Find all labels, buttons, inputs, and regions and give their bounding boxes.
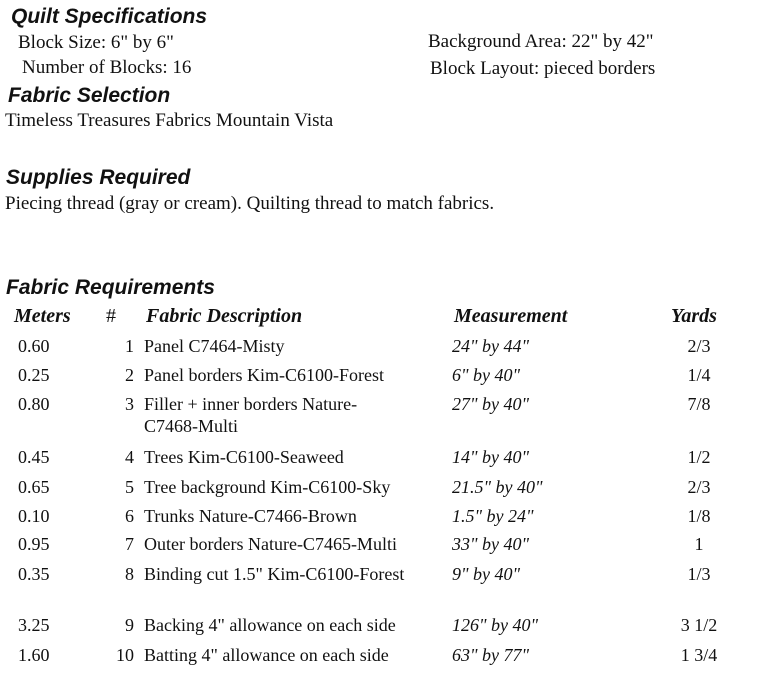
description-cell: Backing 4" allowance on each side (144, 615, 396, 635)
meters-cell: 0.45 (18, 447, 50, 467)
yards-cell: 1/8 (687, 506, 711, 526)
number-cell: 4 (125, 447, 134, 467)
supplies-heading: Supplies Required (6, 166, 191, 189)
measurement-cell: 9" by 40" (452, 564, 521, 584)
number-cell: 9 (125, 615, 134, 635)
measurement-cell: 21.5" by 40" (452, 477, 543, 497)
measurement-cell: 33" by 40" (452, 534, 530, 554)
fabric-selection-heading: Fabric Selection (8, 84, 171, 107)
description-cell: Binding cut 1.5" Kim-C6100-Forest (144, 564, 405, 584)
number-cell: 5 (125, 477, 134, 497)
yards-cell: 2/3 (687, 336, 711, 356)
number-cell: 1 (125, 336, 134, 356)
measurement-cell: 1.5" by 24" (452, 506, 534, 526)
number-cell: 6 (125, 506, 134, 526)
measurement-cell: 24" by 44" (452, 336, 530, 356)
meters-cell: 0.25 (18, 365, 50, 385)
requirements-heading: Fabric Requirements (6, 276, 215, 299)
supplies-text: Piecing thread (gray or cream). Quilting thread to match fabrics. (5, 193, 495, 214)
meters-cell: 0.60 (18, 336, 50, 356)
yards-cell: 1/3 (687, 564, 711, 584)
block-size: Block Size: 6" by 6" (18, 32, 174, 53)
description-cell: Filler + inner borders Nature-C7468-Multi (144, 394, 358, 436)
description-cell: Panel borders Kim-C6100-Forest (144, 365, 384, 385)
meters-cell: 0.65 (18, 477, 50, 497)
col-header-measurement: Measurement (454, 305, 568, 327)
measurement-cell: 14" by 40" (452, 447, 530, 467)
meters-cell: 3.25 (18, 615, 50, 635)
meters-cell: 0.80 (18, 394, 50, 414)
meters-cell: 0.35 (18, 564, 50, 584)
col-header-meters: Meters (14, 305, 71, 327)
yards-cell: 3 1/2 (680, 615, 718, 635)
description-cell: Trees Kim-C6100-Seaweed (144, 447, 344, 467)
number-of-blocks: Number of Blocks: 16 (22, 57, 192, 78)
yards-cell: 7/8 (687, 394, 711, 414)
number-cell: 7 (125, 534, 134, 554)
col-header-yards: Yards (671, 305, 717, 327)
description-cell: Batting 4" allowance on each side (144, 645, 389, 665)
block-layout: Block Layout: pieced borders (430, 58, 656, 79)
number-cell: 2 (125, 365, 134, 385)
number-cell: 10 (116, 645, 134, 665)
col-header-number: # (106, 305, 116, 327)
number-cell: 8 (125, 564, 134, 584)
background-area: Background Area: 22" by 42" (428, 31, 654, 52)
yards-cell: 2/3 (687, 477, 711, 497)
measurement-cell: 27" by 40" (452, 394, 530, 414)
yards-cell: 1/2 (687, 447, 711, 467)
yards-cell: 1 (694, 534, 704, 554)
meters-cell: 1.60 (18, 645, 50, 665)
description-cell: Tree background Kim-C6100-Sky (144, 477, 391, 497)
yards-cell: 1/4 (687, 365, 711, 385)
number-cell: 3 (125, 394, 134, 414)
meters-cell: 0.95 (18, 534, 50, 554)
yards-cell: 1 3/4 (680, 645, 718, 665)
measurement-cell: 63" by 77" (452, 645, 530, 665)
description-cell: Trunks Nature-C7466-Brown (144, 506, 357, 526)
measurement-cell: 6" by 40" (452, 365, 521, 385)
col-header-description: Fabric Description (146, 305, 303, 327)
description-cell: Panel C7464-Misty (144, 336, 285, 356)
specs-heading: Quilt Specifications (11, 5, 208, 28)
meters-cell: 0.10 (18, 506, 50, 526)
description-cell: Outer borders Nature-C7465-Multi (144, 534, 397, 554)
fabric-selection-text: Timeless Treasures Fabrics Mountain Vista (5, 110, 334, 131)
measurement-cell: 126" by 40" (452, 615, 539, 635)
